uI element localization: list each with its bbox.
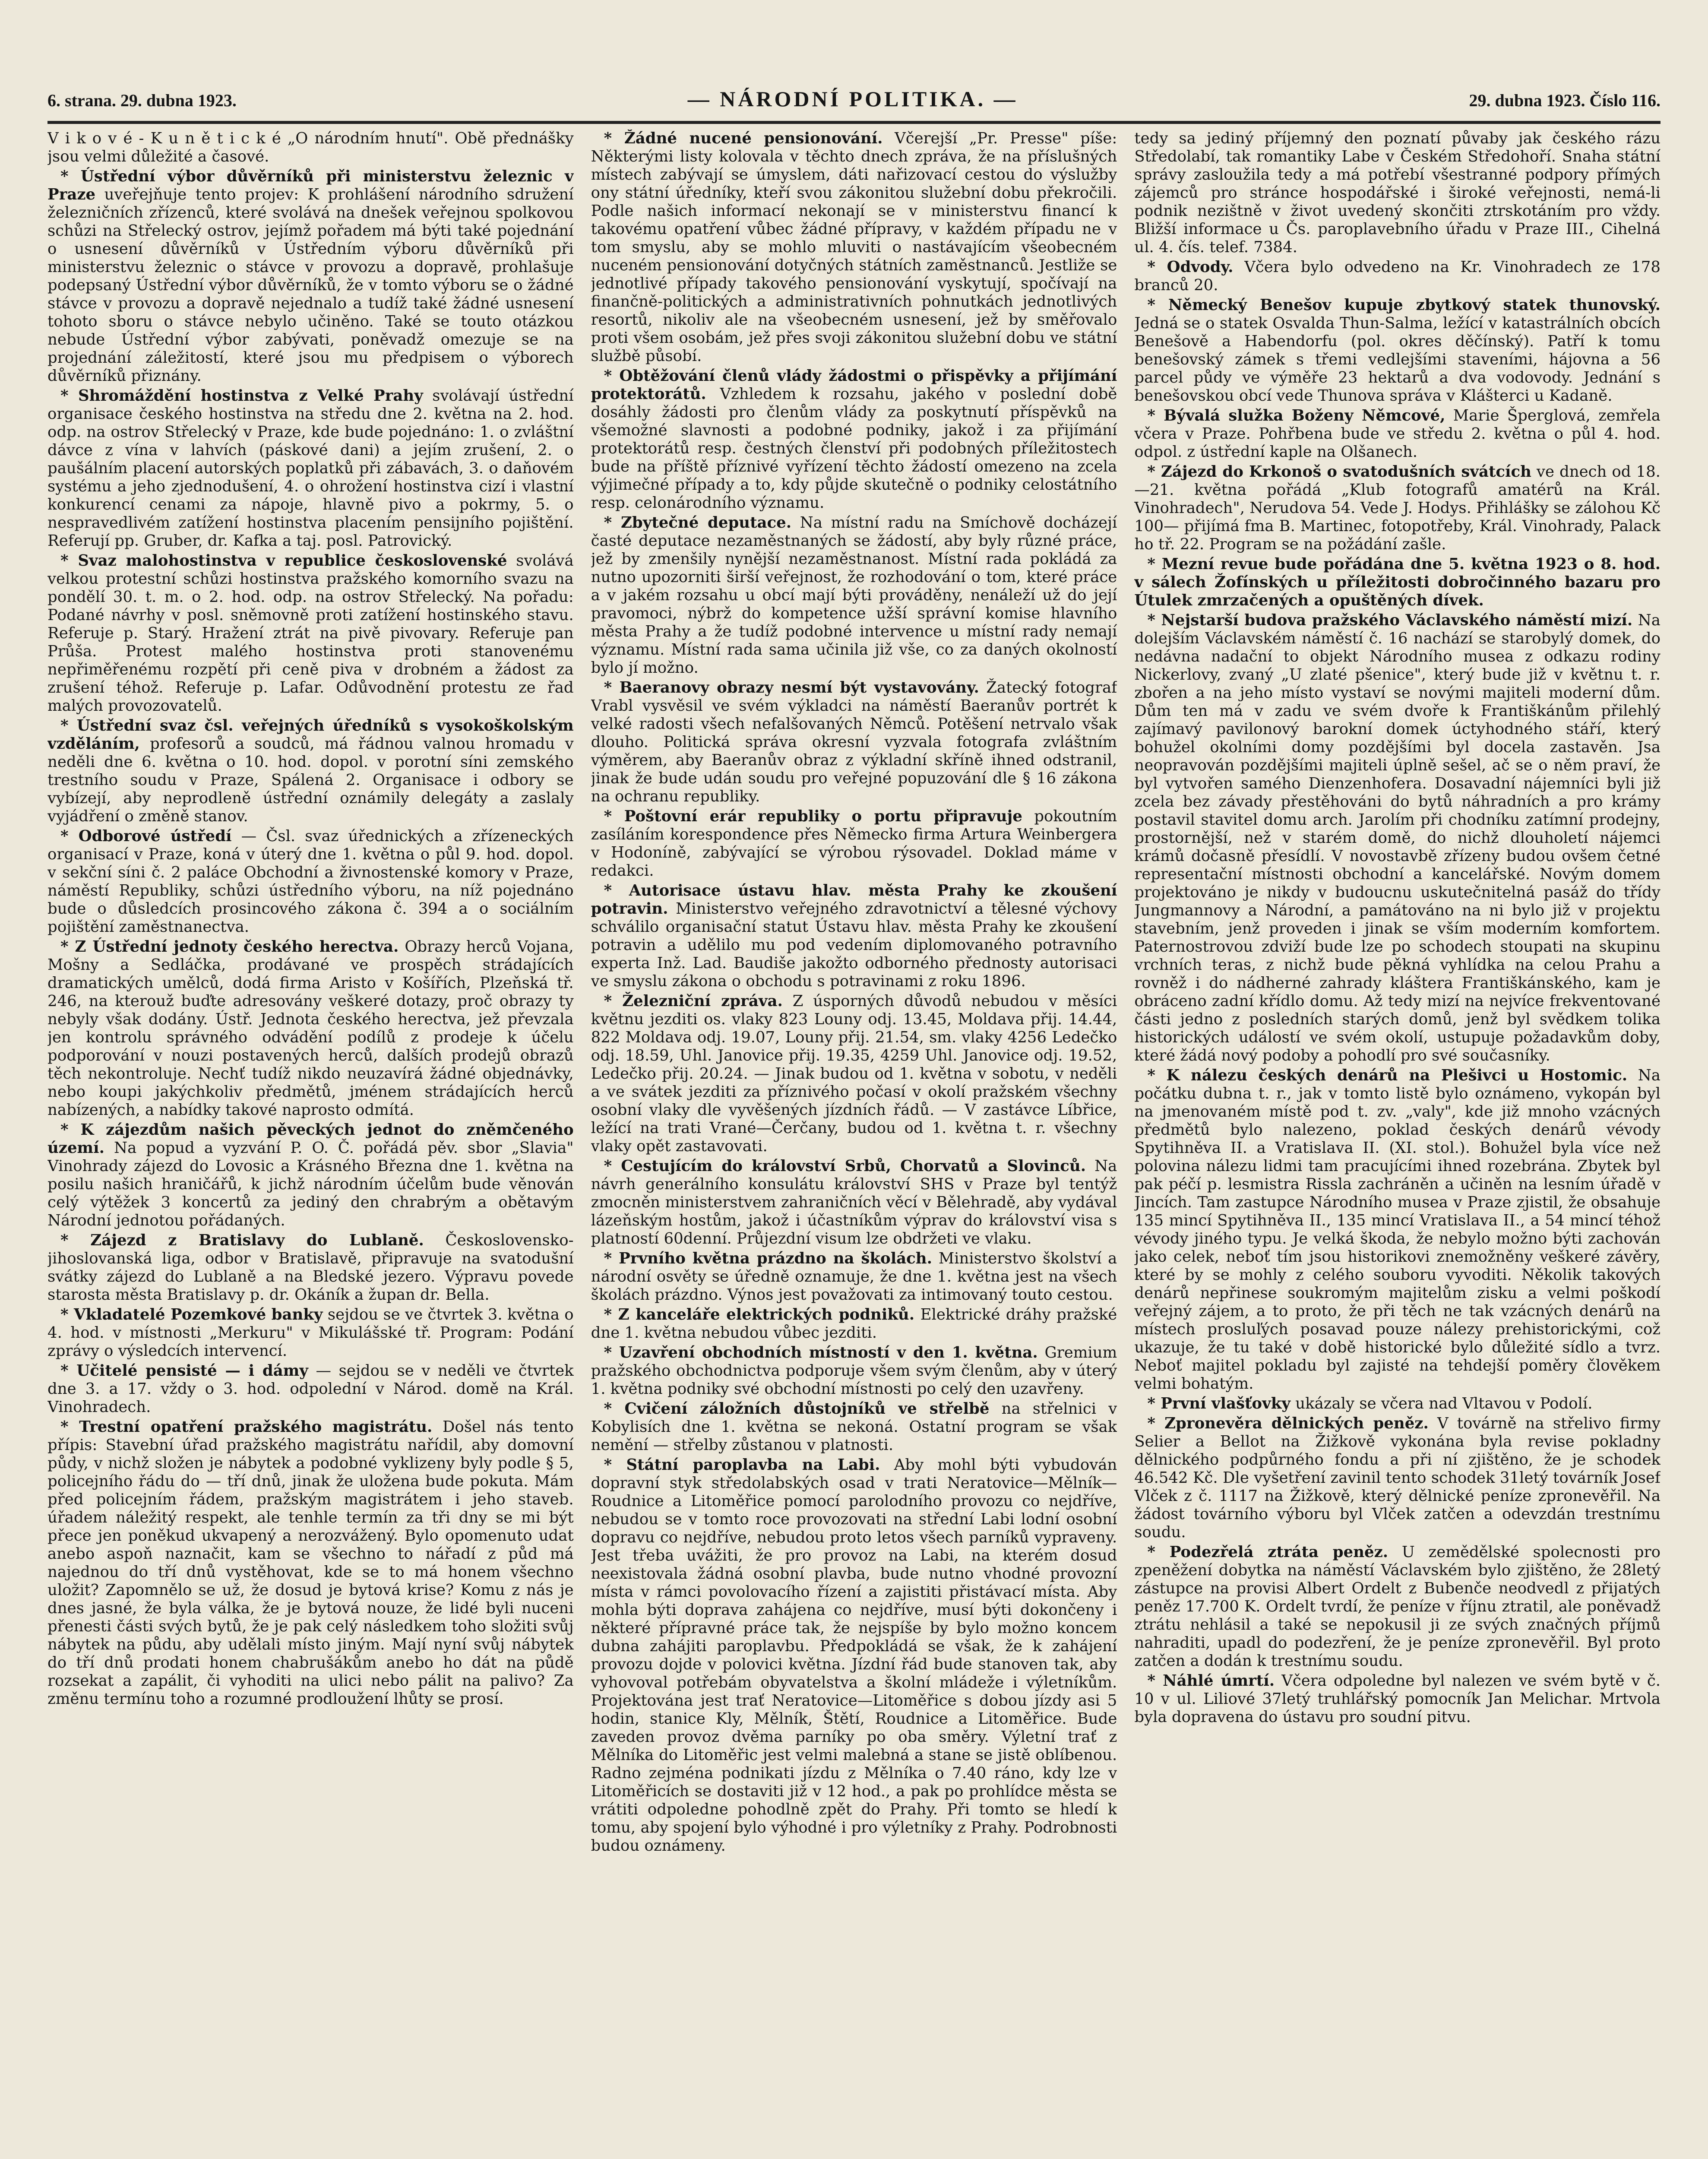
news-item <box>1134 1672 1661 1726</box>
news-body: Gremium pražského obchodnictva podporuje všem svým členům, aby v úterý 1. května podniky své obchodní místnosti po celý den uzavřeny. <box>591 1344 1117 1398</box>
news-item <box>47 1306 574 1360</box>
news-body: U zemědělské spolecnosti pro zpeněžení dobytka na náměstí Václavském bylo zjištěno, že 28letý zástupce na provisi Albert Ordelt z Bubenče neodvedl z přijatých peněz 17.700 K. Ordelt tvrdí, že peníze v říjnu ztratil, ale poněvadž ztrátu nehlásil a také se nepokusil ji ze svých značných příjmů nahraditi, upadl do podezření, že je peníze zpronevěřil. Byl proto zatčen a dodán k trestnímu soudu. <box>1134 1543 1661 1670</box>
news-headline: * Prvního května prázdno na školách. <box>604 1250 932 1267</box>
article-columns <box>47 130 1661 2159</box>
page-number-date: 6. strana. 29. dubna 1923. <box>47 91 237 110</box>
news-headline: * Poštovní erár republiky o portu připravuje <box>604 807 1022 825</box>
masthead <box>47 86 1661 124</box>
news-body: V i k o v é - K u n ě t i c k é „O národním hnutí". Obě přednášky jsou velmi důležité a časové. <box>47 130 574 165</box>
news-body: Žatecký fotograf Vrabl vysvěsil ve svém výkladci na náměstí Baeranův portrét k velké radosti všech nefalšovaných Němců. Potěšení netrvalo však dlouho. Politická správa okresní vyzvala fotografa zvláštním výměrem, aby Baeranův obraz z výkladní skříně ihned odstranil, jinak že bude udán soudu pro veřejné popuzování dle § 16 zákona na ochranu republiky. <box>591 679 1117 805</box>
news-headline: * První vlašťovky <box>1147 1395 1290 1412</box>
news-item <box>591 679 1117 806</box>
news-item <box>47 1362 574 1416</box>
news-headline: * Trestní opatření pražského magistrátu. <box>60 1418 433 1436</box>
news-headline: * Obtěžování členů vlády žádostmi o přispěvky a přijímání protektorátů. <box>591 367 1117 403</box>
news-item <box>47 717 574 826</box>
news-headline: * Náhlé úmrtí. <box>1147 1672 1275 1690</box>
news-item <box>47 1418 574 1708</box>
news-body: Vzhledem k rozsahu, jakého v poslední době dosáhly žádosti pro členům vlády za poskytnutí příspěvků na všemožné slavnosti a podobné podniky, jakož i za přijímání protektorátů resp. čestných členství při podobných příležitostech bude na příště příznivé vyřízení těchto žádostí omezeno na zcela výjimečné případy a to, kdy půjde skutečně o podniky celostátního resp. celonárodního významu. <box>591 385 1117 512</box>
news-item <box>591 882 1117 991</box>
news-body: pokoutním zasíláním korespondence přes Německo firma Artura Weinbergera v Hodoníně, zabývající se výrobou rýsovadel. Doklad máme v redakci. <box>591 807 1117 880</box>
news-item <box>591 1344 1117 1398</box>
news-headline: * Odborové ústředí <box>60 827 232 845</box>
news-body: Ministerstvo veřejného zdravotnictví a tělesné výchovy schválilo organisační statut Ústavu hlav. města Prahy ke zkoušení potravin a udělilo mu pod vedením diplomovaného potravního experta Inž. Lad. Baudiše jakožto odborného přednosty autorisaci ve smyslu zákona o obchodu s potravinami z roku 1896. <box>591 900 1117 990</box>
news-headline: * Bývalá služka Boženy Němcové, <box>1147 407 1445 424</box>
news-headline: * Státní paroplavba na Labi. <box>604 1456 880 1474</box>
news-headline: * Svaz malohostinstva v republice československé <box>60 552 507 570</box>
news-body: Elektrické dráhy pražské dne 1. května nebudou vůbec jezditi. <box>591 1306 1117 1342</box>
news-headline: * Cestujícím do království Srbů, Chorvatů a Slovinců. <box>604 1157 1086 1175</box>
news-item <box>1134 296 1661 405</box>
news-body: Z úsporných důvodů nebudou v měsíci květnu jezditi os. vlaky 823 Louny odj. 13.45, Moldava přij. 14.44, 822 Moldava odj. 19.07, Louny přij. 21.54, sm. vlaky 4256 Ledečko odj. 18.59, Uhl. Janovice přij. 19.35, 4259 Uhl. Janovice odj. 19.52, Ledečko přij. 20.24. — Jinak budou od 1. května v sobotu, v neděli a ve svátek jezditi za příznivého počasí v okolí pražském všechny osobní vlaky dle vyvěšených jízdních řádů. — V zastávce Líbřice, ležící na trati Vrané—Čerčany, budou od 1. května t. r. všechny vlaky opět zastavovati. <box>591 992 1117 1155</box>
news-body: ukázaly se včera nad Vltavou v Podolí. <box>1295 1395 1593 1412</box>
news-item <box>47 827 574 936</box>
news-item <box>591 514 1117 677</box>
column-3 <box>1134 130 1661 2159</box>
news-item <box>591 367 1117 512</box>
news-body: — Čsl. svaz úřednických a zřízeneckých organisací v Praze, koná v úterý dne 1. května o půl 9. hod. dopol. v sekční síni č. 2 paláce Obchodní a živnostenské komory v Praze, náměstí Republiky, schůzi ústředního výboru, na níž pojednáno bude o důsledcích prosincového zákona č. 394 a o sociálním pojištění zaměstnanectva. <box>47 827 574 936</box>
news-body: Na dolejším Václavském náměstí č. 16 nachází se starobylý domek, do nedávna nadační to objekt Národního musea z odkazu rodiny Nickerlovy, zvaný „U zlaté pšenice", který bude již v květnu t. r. zbořen a na jeho místo vystaví se novými majiteli moderní dům. Dům ten má v zadu ve svém dvoře k Františkánům přilehlý zajímavý pavilonový barokní domek úctyhodného stáří, který bohužel okolními domy pozdějšími byl docela zastavěn. Jsa neopravován pozdějšími majiteli úplně sešel, ač se o něm praví, že byl vytvořen samého Dienzenhofera. Dosavadní nájemníci byli již zcela bez závady přestěhováni do bytů náhradních a pro krámy postavil stavitel domu arch. Jarolím při chodníku zatímní prodejny, prostornější, než v starém domě, do nichž dlouholetí nájemci krámů dočasně přesídlí. V novostavbě zřízeny budou ovšem četné representační místnosti obchodní a kancelářské. Novým domem projektováno je nikdy v budoucnu uskutečnitelná pasáž do třídy Jungmannovy a Národní, a památováno na ni bylo již v projektu stavebním, jenž proveden i jinak se vším moderním komfortem. Paternostrovou zdviží bude lze po schodech stoupati na skupinu vrchních teras, z nichž bude pěkná vyhlídka na celou Prahu a rovněž i do nádherné zahrady kláštera Františkánského, kam je obráceno zadní křídlo domu. Až tedy mizí na nejvíce frekventované části jedno z posledních starých domů, jenž byl svědkem tolika historických událostí ve svém okolí, ustupuje požadavkům doby, které žádá nový podoby a pohodlí pro své současníky. <box>1134 611 1661 1064</box>
news-headline: * Zpronevěra dělnických peněz. <box>1147 1415 1429 1432</box>
news-item <box>591 1456 1117 1855</box>
news-headline: * Učitelé pensisté — i dámy <box>60 1362 308 1380</box>
news-item <box>1134 555 1661 610</box>
news-body: Na návrh generálního konsulátu království SHS v Praze byl tentýž zmocněn ministerstvem zahraničních věcí v Bělehradě, aby vydával lázeňským hostům, jakož i účastníkům výprav do království visa s platností 60denní. Průjezdní visum lze obdržeti ve vlaku. <box>591 1157 1117 1247</box>
news-body: ve dnech od 18.—21. května pořádá „Klub fotografů amatérů na Král. Vinohradech", Nerudova 54. Vede J. Hodys. Přihlášky se zálohou Kč 100— přijímá fma B. Martinec, fotopotřeby, Král. Vinohrady, Palack ho tř. 22. Program se na požádání zašle. <box>1134 463 1661 553</box>
news-item <box>591 992 1117 1155</box>
news-item <box>1134 1067 1661 1393</box>
news-body: sejdou se ve čtvrtek 3. května o 4. hod. v místnosti „Merkuru" v Mikulášské tř. Program: Podání zprávy o výsledcích intervencí. <box>47 1306 574 1360</box>
news-item <box>1134 130 1661 256</box>
news-body: Na popud a vyzvání P. O. Č. pořádá pěv. sbor „Slavia" Vinohrady zájezd do Lovosic a Krásného Března dne 1. května na posilu našich hraničářů, k jichž národním účelům bude věnován celý výtěžek 3 koncertů za jediný den chrabrým a obětavým Národní jednotou pořádaných. <box>47 1139 574 1229</box>
news-body: Aby mohl býti vybudován dopravní styk středolabských osad v trati Neratovice—Mělník—Roudnice a Litoměřice pomocí parolodního provozu co nejdříve, nebudou se v tomto roce provozovati na střední Labi lodní osobní dopravu co nejdříve, nebudou proto letos všech parníků vypraveny. Jest třeba uvážiti, že pro provoz na Labi, na kterém dosud neexistovala žádná osobní plavba, bude nutno vhodné provozní místa v rámci povolovacího řízení a zajistiti přistávací místa. Aby mohla býti doprava zahájena co nejdříve, musí býti dokončeny i některé přípravné práce tak, že nejspíše by bylo možno koncem dubna zahájiti paroplavbu. Předpokládá se však, že k zahájení provozu dojde v polovici května. Jízdní řád bude stanoven tak, aby vyhovoval potřebám obyvatelstva a školní mládeže i výletníkům. Projektována jest trať Neratovice—Litoměřice s dobou jízdy asi 5 hodin, stanice Kly, Mělník, Štětí, Roudnice a Litoměřice. Bude zaveden provoz dvěma parníky po oba směry. Výletní trať z Mělníka do Litoměřic jest velmi malebná a stane se jistě oblíbenou. Radno zejména podnikati jízdu z Mělníka o 7.40 ráno, kdy lze v Litoměřicích se dostaviti již v 12 hod., a pak po prohlídce města se vrátiti odpoledne pohodlně zpět do Prahy. Při tomto se hledí k tomu, aby spojení bylo výhodné i pro výletníky z Prahy. Podrobnosti budou oznámeny. <box>591 1456 1117 1855</box>
news-body: tedy sa jediný příjemný den poznatí půvaby jak českého rázu Středolabí, tak romantiky Labe v Českém Středohoří. Snaha státní správy zasloužila tedy a má potřebí všestranné podpory přímých zájemců pro stránce hospodářské i široké veřejnosti, nemá-li podnik nezištně v život uvedený skončiti ztrskotáním pro vždy. Bližší informace u Čs. paroplavebního úřadu v Praze III., Cihelná ul. 4. čís. telef. 7384. <box>1134 130 1661 256</box>
news-headline: * Z kanceláře elektrických podniků. <box>604 1306 915 1323</box>
news-headline: * Nejstarší budova pražského Václavského náměstí mizí. <box>1147 611 1633 629</box>
news-body: profesorů a soudců, má řádnou valnou hromadu v neděli dne 6. května o 10. hod. dopol. v porotní síni zemského trestního soudu v Praze, Spálená 2. Organisace i odbory se vybízejí, aby neprodleně ústřední oznámily delegáty a zaslaly vyjádření o změně stanov. <box>47 735 574 825</box>
news-body: Včera odpoledne byl nalezen ve svém bytě v č. 10 v ul. Liliové 37letý truhlářský pomocník Jan Melichar. Mrtvola byla dopravena do ústavu pro soudní pitvu. <box>1134 1672 1661 1726</box>
news-body: V továrně na střelivo firmy Selier a Bellot na Žižkově vykonána byla revise pokladny dělnického podpůrného fondu a při ní zjištěno, že je schodek 46.542 Kč. Dle vyšetření zavinil tento schodek 31letý továrník Josef Vlček z č. 1117 na Žižkově, který dělnické peníze zpronevěřil. Na žádost továrního výboru byl Vlček zatčen a odevzdán trestnímu soudu. <box>1134 1415 1661 1541</box>
news-headline: * Odvody. <box>1147 258 1234 276</box>
news-body: Obrazy herců Vojana, Mošny a Sedláčka, prodávané ve prospěch strádajících dramatických umělců, dodá firma Aristo v Košířích, Plzeňská tř. 246, na kterouž buďte adresovány veškeré dotazy, proč obrazy ty nebyly však dodány. Ústř. Jednota českého herectva, jež převzala jen kontrolu správného odvádění podílů z prodeje k účelu podporování v nouzi postavených herců, dalších prodejů obrazů těch nekontroluje. Nechť tudíž nikdo neuzavírá žádné objednávky, nebo koupi jakýchkoliv předmětů, jménem strádajících herců nabízených, a nabídky takové naprosto odmítá. <box>47 938 574 1119</box>
news-body: uveřejňuje tento projev: K prohlášení národního sdružení železničních zřízenců, které svolává na dnešek veřejnou spolkovou schůzi na Střelecký ostrov, jejímž pořadem má býti také pojednání o usnesení důvěrníků v Ústředním výboru důvěrníků při ministerstvu železnic o stávce v provozu a dopravě, prohlašuje podepsaný Ústřední výbor důvěrníků, že v tomto výboru se o žádné stávce v provozu a dopravě nejednalo a tudíž také žádné usnesení tohoto sboru o stávce nebylo učiněno. Také se touto otázkou nebude Ústřední výbor zabývati, poněvadž omezuje se na projednání záležitostí, které jsou mu předpisem o výborech důvěrníků přiznány. <box>47 186 574 385</box>
news-body: Na počátku dubna t. r., jak v tomto listě bylo oznámeno, vykopán byl na jmenovaném místě pod t. zv. „valy", kde již mnoho vzácných předmětů bylo nalezeno, poklad českých denárů vévody Spytihněva II. a Vratislava II. (XI. stol.). Bohužel byla více než polovina nálezu lidmi tam pracujícími ihned rozebrána. Zbytek byl pak péčí p. lesmistra Rissla zachráněn a učiněn na lesním úřadě v Jincích. Tam zastupce Národního musea v Praze zjistil, že obsahuje 135 mincí Spytihněva II., 135 mincí Vratislava II., a 54 mincí téhož vévody jiného typu. Je velká škoda, že nebylo možno býti zachován jako celek, neboť tím jsou historikovi znemožněny veškeré závěry, které by se mohly z celého souboru vyvoditi. Několik takových denárů nepřinese soukromým majitelům zisku a velmi poškodí veřejný zájem, a to proto, že při těch ne tak vzácných denárů na místech prosluľých posavad pouze nálezy prehistorickými, což ukazuje, že tu také v době historické bylo důležité sídlo a tvrz. Neboť majitel pokladu byl zajisté na tehdejší poměry člověkem velmi bohatým. <box>1134 1067 1661 1393</box>
news-item <box>47 552 574 715</box>
news-body: Ministerstvo školství a národní osvěty se úředně oznamuje, že dne 1. května jest na všech školách prázdno. Výnos jest považovati za intimovaný touto cestou. <box>591 1250 1117 1304</box>
news-item <box>47 130 574 166</box>
news-headline: * Německý Benešov kupuje zbytkový statek thunovský. <box>1147 296 1661 314</box>
news-headline: * Železniční zpráva. <box>604 992 783 1010</box>
news-headline: * Ústřední svaz čsl. veřejných úředníků s vysokoškolským vzděláním, <box>47 717 574 753</box>
news-item <box>591 130 1117 365</box>
news-item <box>591 1400 1117 1454</box>
news-item <box>1134 258 1661 294</box>
newspaper-title: — NÁRODNÍ POLITIKA. — <box>687 87 1018 111</box>
news-item <box>1134 1395 1661 1413</box>
news-item <box>1134 1543 1661 1670</box>
news-item <box>591 807 1117 880</box>
column-2 <box>591 130 1117 2159</box>
news-headline: * Zájezd do Krkonoš o svatodušních svátcích <box>1147 463 1531 481</box>
news-headline: * Shromáždění hostinstva z Velké Prahy <box>60 387 423 405</box>
news-headline: * Baeranovy obrazy nesmí být vystavovány. <box>604 679 979 696</box>
issue-date-number: 29. dubna 1923. Číslo 116. <box>1469 91 1661 110</box>
news-item <box>47 1231 574 1304</box>
news-body: Včerejší „Pr. Presse" píše: Některými listy kolovala v těchto dnech zpráva, že na příslušných místech zabývají se úmyslem, dáti nařizovací cestou do výslužby ony státní úředníky, kteří svou zákonitou služební dobu překročili. Podle našich informací nekonají se v ministerstvu financí k takovému opatření vůbec žádné přípravy, v každém případu ne v tom smyslu, aby se mohlo mluviti o nastávajícím všeobecném nuceném pensionování dotyčných státních zaměstnanců. Jestliže se jednotlivé případy takového pensionování vyskytují, spočívají na finančně-politických a administrativních pohnutkách jednotlivých resortů, nikoliv ale na všeobecném usnesení, jež by směřovalo proti všem osobám, jež přes svoji zákonitou služební dobu ve státní službě působí. <box>591 130 1117 365</box>
news-item <box>591 1250 1117 1304</box>
news-headline: * Autorisace ústavu hlav. města Prahy ke zkoušení potravin. <box>591 882 1117 918</box>
news-body: Došel nás tento přípis: Stavební úřad pražského magistrátu nařídil, aby domovní půdy, v nichž složen je nábytek a podobné vyklizeny byly podle § 5, policejního řádu do — tří dnů, jinak že uložena bude pokuta. Mám před policejním řádem, pražským magistrátem i jeho staveb. úřadem náležitý respekt, ale tenhle termín za tři dny se mi být přece jen poněkud ukvapený a nerozvážený. Bylo opomenuto udat anebo aspoň naznačit, kam se všechno to nářadí z půd má najednou do tří dnů vystěhovat, kde se to má honem všechno uložit? Zapomnělo se už, že dosud je bytová krise? Komu z nás je dnes jasné, že byla válka, že je bytová nouze, že lidé byli nuceni přenesti části svých bytů, že je pak celý následkem toho složiti svůj nábytek na půdu, aby udělali místo jiným. Mají nyní svůj nábytek do tří dnů prodati honem chabrušákům anebo ho dát na půdě rozsekat a zapálit, či vyhoditi na ulici nebo pálit na palivo? Za změnu termínu toho a rozumné prodloužení lhůty se prosí. <box>47 1418 574 1708</box>
news-headline: * Vkladatelé Pozemkové banky <box>60 1306 323 1323</box>
news-headline: * Zájezd z Bratislavy do Lublaně. <box>60 1231 424 1249</box>
news-headline: * Cvičení záložních důstojníků ve střelbě <box>604 1400 990 1418</box>
news-body: Československo-jihoslovanská liga, odbor v Bratislavě, připravuje na svatodušní svátky zájezd do Lublaně a na Bledské jezero. Výpravu povede starosta města Bratislavy p. dr. Okáník a župan dr. Bella. <box>47 1231 574 1304</box>
news-item <box>1134 407 1661 461</box>
news-item <box>1134 463 1661 554</box>
news-body: svolávají ústřední organisace českého hostinstva na středu dne 2. května na 2. hod. odp. na ostrov Střelecký v Praze, kde bude pojednáno: 1. o zvláštní dávce z vína v lahvích (páskové dani) a jejím zrušení, 2. o paušálním placení autorských poplatků při zábavách, 3. o daňovém systému a jeho zjednodušení, 4. o ohrožení hostinstva cizí i vlastní konkurencí cenami za nápoje, hlavně pivo a pokrmy, 5. o nespravedlivém zatížení hostinstva placením pensijního pojištění. Referují pp. Gruber, dr. Kafka a taj. posl. Patrovický. <box>47 387 574 550</box>
news-headline: * K nálezu českých denárů na Plešivci u Hostomic. <box>1147 1067 1628 1084</box>
news-body: svolává velkou protestní schůzi hostinstva pražského komorního svazu na pondělí 30. t. m. o 2. hod. odp. na ostrov Střelecký. Na pořadu: Podané návrhy v posl. sněmovně proti zatížení hostinského stavu. Referuje p. Starý. Hražení ztrát na pivě pivovary. Referuje pan Průša. Protest malého hostinstva proti stanovenému nepřiměřenému rozpětí při ceně piva v drobném a žádost za zrušení téhož. Referuje p. Lafar. Odůvodnění protestu ze řad malých provozovatelů. <box>47 552 574 715</box>
news-headline: * Zbytečné deputace. <box>604 514 792 532</box>
news-item <box>47 387 574 550</box>
news-item <box>47 168 574 385</box>
news-item <box>47 1121 574 1230</box>
news-body: Jedná se o statek Osvalda Thun-Salma, ležící v katastrálních obcích Benešově a Habendorfu (pol. okres děčínský). Patří k tomu benešovský zámek s třemi vedlejšími staveními, hájovna a 56 parcel půdy ve výměře 23 hektarů a dva vodovody. Jednání s benešovskou obcí vede Thunova správa v Klášterci u Kadaně. <box>1134 314 1661 405</box>
news-body: Na místní radu na Smíchově docházejí časté deputace nezaměstnaných se žádostí, aby byly různé práce, jež by zmenšily nynější nezaměstnanost. Místní rada pokládá za nutno upozorniti širší veřejnost, že rozhodování o tom, které práce a v jakém rozsahu u obcí mají býti prováděny, nenáleží už do její pravomoci, nýbrž do kompetence užší správní komise hlavního města Prahy a že tudíž podobné intervence u místní rady nemají významu. Místní rada sama učinila již vše, co za daných okolností bylo jí možno. <box>591 514 1117 677</box>
news-headline: * Podezřelá ztráta peněz. <box>1147 1543 1389 1561</box>
news-body: Včera bylo odvedeno na Kr. Vinohradech ze 178 branců 20. <box>1134 258 1661 294</box>
news-headline: * Ústřední výbor důvěrníků při ministerstvu železnic v Praze <box>47 168 574 203</box>
news-headline: * Žádné nucené pensionování. <box>604 130 883 147</box>
news-body: Marie Šperglová, zemřela včera v Praze. Pohřbena bude ve středu 2. května o půl 4. hod. odpol. z ústřední kaple na Olšanech. <box>1134 407 1661 461</box>
news-item <box>1134 611 1661 1065</box>
column-1 <box>47 130 574 2159</box>
news-headline: * Z Ústřední jednoty českého herectva. <box>60 938 399 956</box>
news-headline: * Uzavření obchodních místností v den 1. května. <box>604 1344 1038 1361</box>
news-headline: * K zájezdům našich pěveckých jednot do zněmčeného území. <box>47 1121 574 1157</box>
news-headline: * Mezní revue bude pořádána dne 5. května 1923 o 8. hod. v sálech Žofínských u příležitosti dobročinného bazaru pro Útulek zmrzačených a opuštěných dívek. <box>1134 555 1661 609</box>
news-item <box>591 1157 1117 1248</box>
news-body: na střelnici v Kobylisích dne 1. května se nekoná. Ostatní program se však nemění — střelby zůstanou v platnosti. <box>591 1400 1117 1454</box>
news-item <box>47 938 574 1119</box>
news-item <box>591 1306 1117 1342</box>
news-item <box>1134 1415 1661 1542</box>
news-body: — sejdou se v neděli ve čtvrtek dne 3. a 17. vždy o 3. hod. odpolední v Národ. domě na Král. Vinohradech. <box>47 1362 574 1416</box>
